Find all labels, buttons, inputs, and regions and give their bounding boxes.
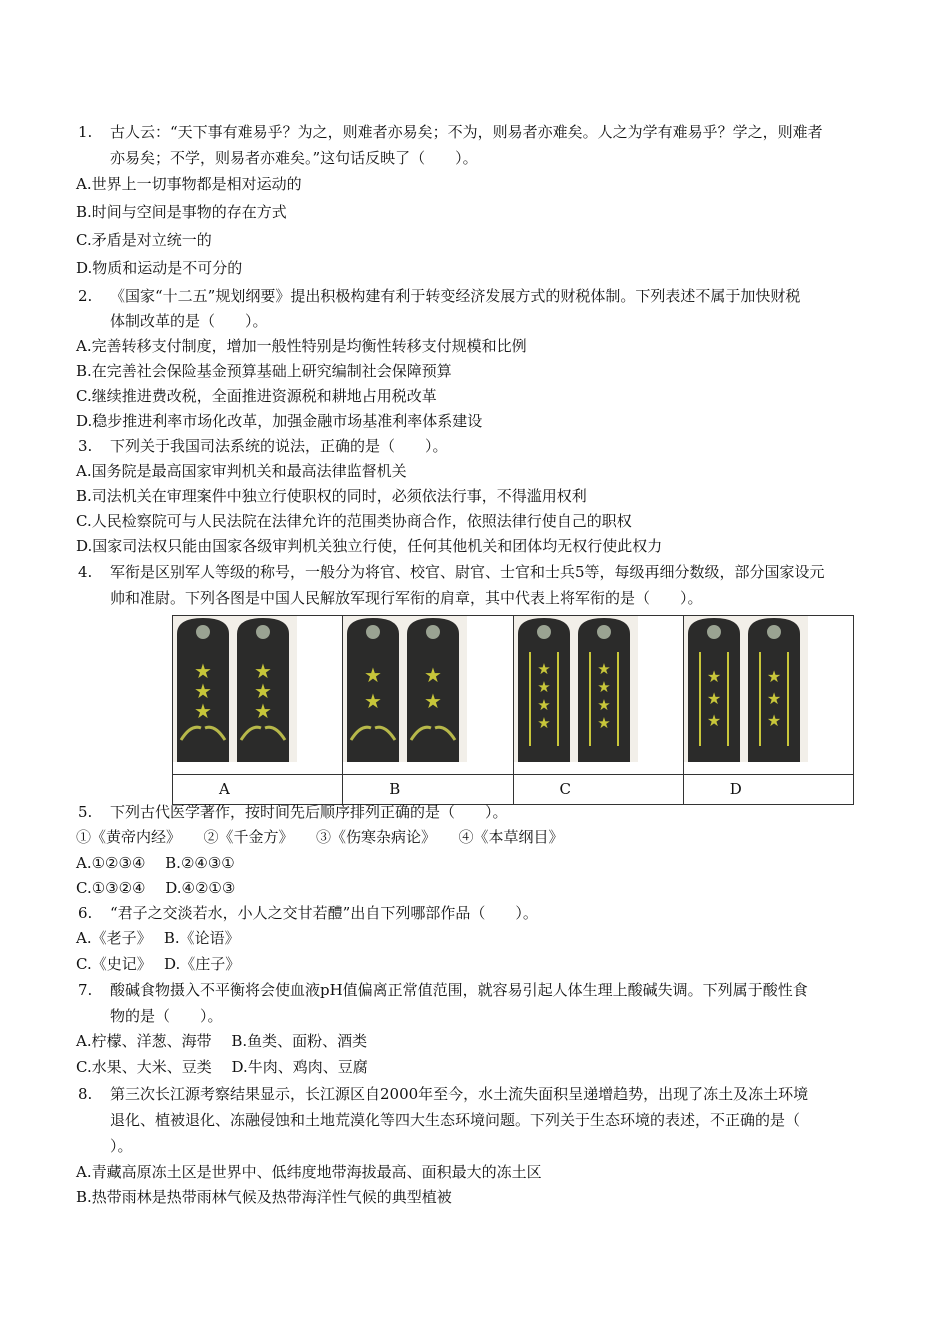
epaulette-photo-a	[173, 616, 297, 762]
svg-text:★: ★	[596, 660, 611, 678]
svg-text:★: ★	[364, 689, 383, 713]
svg-text:★: ★	[766, 667, 781, 686]
question-6-options-cd: C.《史记》 D.《庄子》	[76, 955, 241, 973]
svg-text:★: ★	[766, 711, 781, 730]
question-2-number: 2.	[78, 287, 93, 305]
epaulette-cell-a	[173, 616, 343, 775]
epaulette-label-d: D	[683, 775, 853, 805]
question-1-stem-line-1: 古人云：“天下事有难易乎？为之，则难者亦易矣；不为，则易者亦难矣。人之为学有难易乎？学之，则难者	[110, 123, 823, 141]
svg-text:★: ★	[254, 679, 272, 703]
question-2-option-d: D.稳步推进利率市场化改革，加强金融市场基准利率体系建设	[76, 412, 483, 430]
question-7-stem-line-2: 物的是（ ）。	[110, 1007, 223, 1025]
question-5-stem-line-1: 下列古代医学著作，按时间先后顺序排列正确的是（ ）。	[110, 803, 508, 821]
question-3-number: 3.	[78, 437, 93, 455]
epaulette-label-b: B	[343, 775, 513, 805]
question-7-options-ab: A.柠檬、洋葱、海带 B.鱼类、面粉、酒类	[76, 1032, 368, 1050]
question-2-option-c: C.继续推进费改税，全面推进资源税和耕地占用税改革	[76, 387, 437, 405]
epaulette-label-c: C	[513, 775, 683, 805]
svg-text:★: ★	[596, 696, 611, 714]
question-1-option-a: A.世界上一切事物都是相对运动的	[76, 175, 302, 193]
question-7-number: 7.	[78, 981, 93, 999]
svg-text:★: ★	[254, 659, 272, 683]
question-8-option-b: B.热带雨林是热带雨林气候及热带海洋性气候的典型植被	[76, 1188, 452, 1206]
epaulette-photo-b	[343, 616, 467, 762]
svg-text:★: ★	[536, 660, 551, 678]
question-2-stem-line-2: 体制改革的是（ ）。	[110, 312, 268, 330]
svg-text:★: ★	[596, 714, 611, 732]
question-3-option-d: D.国家司法权只能由国家各级审判机关独立行使，任何其他机关和团体均无权行使此权力	[76, 537, 663, 555]
question-6-options-ab: A.《老子》 B.《论语》	[76, 929, 240, 947]
question-4-stem-line-2: 帅和准尉。下列各图是中国人民解放军现行军衔的肩章，其中代表上将军衔的是（ ）。	[110, 589, 703, 607]
epaulette-cell-b	[343, 616, 513, 775]
svg-text:★: ★	[766, 689, 781, 708]
svg-text:★: ★	[536, 714, 551, 732]
question-5-book-list: ①《黄帝内经》 ②《千金方》 ③《伤寒杂病论》 ④《本草纲目》	[76, 828, 564, 846]
svg-text:★: ★	[194, 699, 212, 723]
question-7-stem-line-1: 酸碱食物摄入不平衡将会使血液pH值偏离正常值范围，就容易引起人体生理上酸碱失调。下列属于酸性食	[110, 981, 808, 999]
question-3-stem-line-1: 下列关于我国司法系统的说法，正确的是（ ）。	[110, 437, 448, 455]
question-2-option-a: A.完善转移支付制度，增加一般性特别是均衡性转移支付规模和比例	[76, 337, 527, 355]
svg-text:★: ★	[706, 667, 721, 686]
svg-text:★: ★	[596, 678, 611, 696]
epaulette-label-a: A	[173, 775, 343, 805]
question-5-number: 5.	[78, 803, 93, 821]
epaulette-photo-d	[684, 616, 808, 762]
svg-text:★: ★	[706, 711, 721, 730]
question-1-option-b: B.时间与空间是事物的存在方式	[76, 203, 287, 221]
question-8-option-a: A.青藏高原冻土区是世界中、低纬度地带海拔最高、面积最大的冻土区	[76, 1163, 542, 1181]
question-3-option-c: C.人民检察院可与人民法院在法律允许的范围类协商合作，依照法律行使自己的职权	[76, 512, 632, 530]
epaulette-cell-d	[683, 616, 853, 775]
epaulette-icon-c	[518, 618, 630, 762]
question-6-number: 6.	[78, 904, 93, 922]
question-3-option-b: B.司法机关在审理案件中独立行使职权的同时，必须依法行事，不得滥用权利	[76, 487, 587, 505]
question-8-number: 8.	[78, 1085, 93, 1103]
question-5-options-ab: A.①②③④ B.②④③①	[76, 854, 235, 872]
svg-text:★: ★	[536, 678, 551, 696]
epaulette-photo-c	[514, 616, 638, 762]
epaulette-icon-b	[347, 618, 459, 762]
question-2-option-b: B.在完善社会保险基金预算基础上研究编制社会保障预算	[76, 362, 452, 380]
epaulette-icon-d	[688, 618, 800, 762]
question-1-option-d: D.物质和运动是不可分的	[76, 259, 243, 277]
question-5-options-cd: C.①③②④ D.④②①③	[76, 879, 236, 897]
question-6-stem-line-1: “君子之交淡若水，小人之交甘若醴”出自下列哪部作品（ ）。	[110, 904, 538, 922]
question-8-stem-line-1: 第三次长江源考察结果显示，长江源区自2000年至今，水土流失面积呈递增趋势，出现了冻土及冻土环境	[110, 1085, 809, 1103]
epaulette-image-table	[172, 615, 854, 805]
svg-text:★: ★	[254, 699, 272, 723]
question-8-stem-line-3: ）。	[110, 1137, 133, 1155]
svg-text:★: ★	[424, 689, 443, 713]
question-1-stem-line-2: 亦易矣；不学，则易者亦难矣。”这句话反映了（ ）。	[110, 149, 478, 167]
question-1-option-c: C.矛盾是对立统一的	[76, 231, 212, 249]
svg-text:★: ★	[194, 679, 212, 703]
question-3-option-a: A.国务院是最高国家审判机关和最高法律监督机关	[76, 462, 407, 480]
svg-text:★: ★	[424, 663, 443, 687]
svg-text:★: ★	[364, 663, 383, 687]
question-1-number: 1.	[78, 123, 93, 141]
svg-text:★: ★	[194, 659, 212, 683]
question-2-stem-line-1: 《国家“十二五”规划纲要》提出积极构建有利于转变经济发展方式的财税体制。下列表述不属于加快财税	[110, 287, 801, 305]
question-4-stem-line-1: 军衔是区别军人等级的称号，一般分为将官、校官、尉官、士官和士兵5等，每级再细分数级，部分国家设元	[110, 563, 825, 581]
question-8-stem-line-2: 退化、植被退化、冻融侵蚀和土地荒漠化等四大生态环境问题。下列关于生态环境的表述，不正确的是（	[110, 1111, 801, 1129]
svg-text:★: ★	[706, 689, 721, 708]
epaulette-cell-c	[513, 616, 683, 775]
epaulette-icon-a	[177, 618, 289, 762]
svg-text:★: ★	[536, 696, 551, 714]
question-7-options-cd: C.水果、大米、豆类 D.牛肉、鸡肉、豆腐	[76, 1058, 368, 1076]
question-4-number: 4.	[78, 563, 93, 581]
